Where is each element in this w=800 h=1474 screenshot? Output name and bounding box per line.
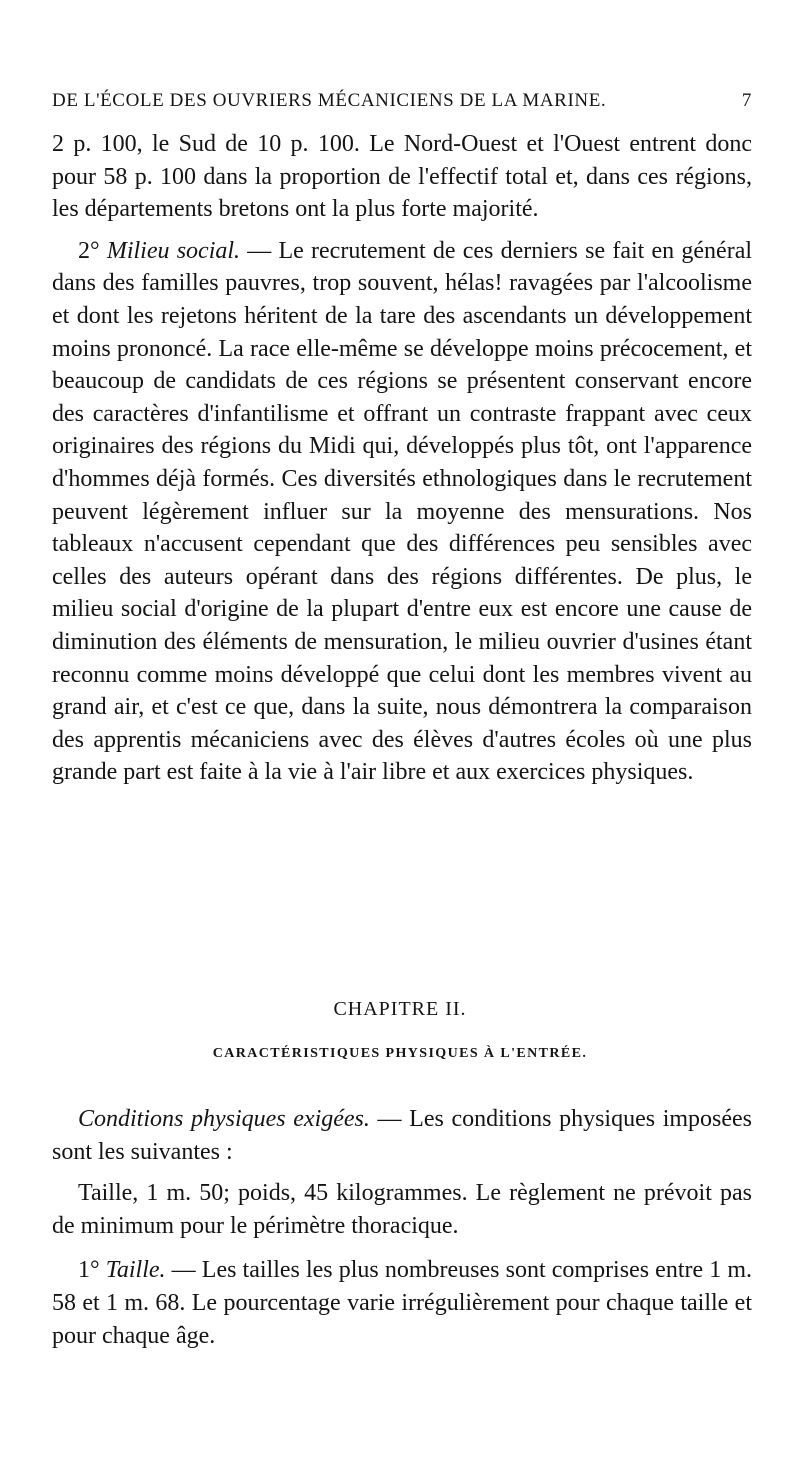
paragraph-milieu-social	[52, 235, 752, 789]
paragraph-text: — Le recrutement de ces derniers se fait en général dans des familles pauvres, trop souvent, hélas! ravagées par l'alcoolisme et dont les rejetons héritent de la tare des ascendants un développement moins prononcé. La race elle-même se développe moins précocement, et beaucoup de candidats de ces régions se présentent conservant encore des caractères d'infantilisme et offrant un contraste frappant avec ceux originaires des régions du Midi qui, développés plus tôt, ont l'apparence d'hommes déjà formés. Ces diversités ethnologiques dans le recrutement peuvent légèrement influer sur la moyenne des mensurations. Nos tableaux n'accusent cependant que des différences peu sensibles avec celles des auteurs opérant dans des régions différentes. De plus, le milieu social d'origine de la plupart d'entre eux est encore une cause de diminution des éléments de mensuration, le milieu ouvrier d'usines étant reconnu comme moins développé que celui dont les membres vivent au grand air, et c'est ce que, dans la suite, nous démontrera la comparaison des apprentis mécaniciens avec des élèves d'autres écoles où une plus grande part est faite à la vie à l'air libre et aux exercices physiques.	[52, 237, 753, 786]
paragraph-taille	[52, 1254, 752, 1352]
paragraph-requirements: Taille, 1 m. 50; poids, 45 kilogrammes. Le règlement ne prévoit pas de minimum pour le périmètre thoracique.	[52, 1180, 752, 1239]
paragraph-number: 2°	[78, 237, 100, 264]
running-title: DE L'ÉCOLE DES OUVRIERS MÉCANICIENS DE LA MARINE.	[52, 90, 607, 111]
chapter-subtitle: CARACTÉRISTIQUES PHYSIQUES À L'ENTRÉE.	[212, 1046, 588, 1061]
paragraph-heading: Taille.	[105, 1257, 166, 1284]
paragraph-continuation: 2 p. 100, le Sud de 10 p. 100. Le Nord-Ouest et l'Ouest entrent donc pour 58 p. 100 dans la proportion de l'effectif total et, dans ces régions, les départements bretons ont la plus forte majorité.	[52, 131, 752, 223]
chapter-body	[52, 1103, 752, 1361]
paragraph-heading: Conditions physiques exigées.	[78, 1106, 370, 1132]
paragraph-conditions	[52, 1103, 752, 1168]
paragraph-text: — Les conditions physiques imposées sont les suivantes :	[52, 1106, 753, 1165]
section-body	[52, 128, 752, 798]
paragraph-heading: Milieu social.	[106, 237, 241, 264]
page-header	[52, 86, 752, 116]
paragraph-number: 1°	[78, 1257, 100, 1284]
paragraph-text: — Les tailles les plus nombreuses sont comprises entre 1 m. 58 et 1 m. 68. Le pourcentage varie irrégulièrement pour chaque taille et pour chaque âge.	[52, 1257, 753, 1349]
chapter-title: CHAPITRE II.	[333, 998, 467, 1020]
page-number: 7	[741, 90, 752, 111]
